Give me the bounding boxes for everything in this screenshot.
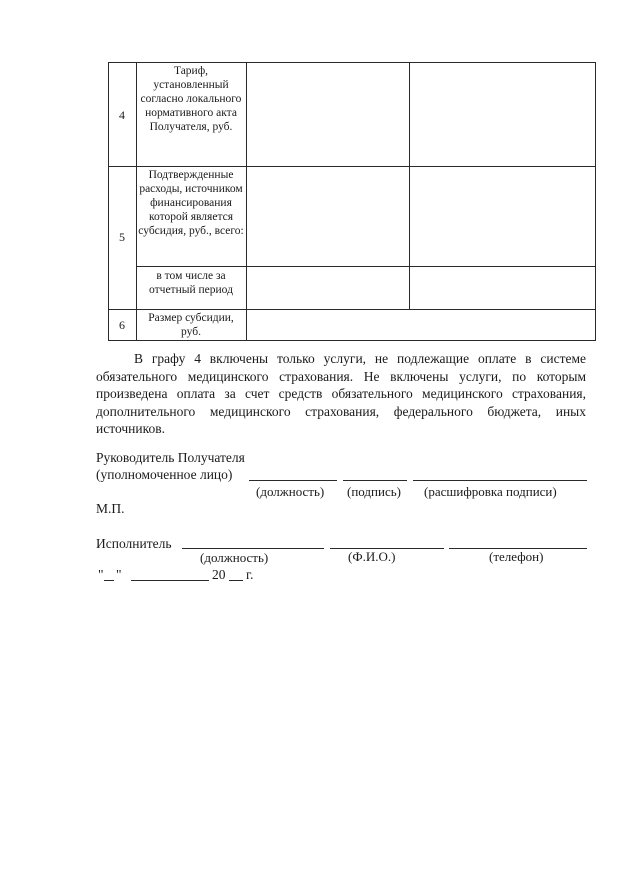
caption-position: (должность) [256,484,325,499]
date-month-field[interactable] [131,580,209,581]
row-6-label: Размер субсидии, руб. [148,312,234,338]
head-authorized: (уполномоченное лицо) [96,467,233,482]
caption-executor-fio: (Ф.И.О.) [348,549,396,564]
executor-position-field[interactable] [182,548,324,549]
date-year-field[interactable] [229,580,243,581]
row-4-label: Тариф, установленный согласно локального нормативного акта Получателя, руб. [140,65,242,133]
caption-executor-phone: (телефон) [489,549,544,564]
row-4-number: 4 [119,108,125,122]
head-position-field[interactable] [249,480,337,481]
date-quote-open: " [98,567,104,582]
date-year-prefix: 20 [212,567,226,582]
row-6-number: 6 [119,318,125,332]
row-5-sublabel: в том числе за отчетный период [149,270,233,296]
row-5-number: 5 [119,230,125,244]
caption-signature: (подпись) [347,484,401,499]
date-day-field[interactable] [104,580,114,581]
caption-decoding: (расшифровка подписи) [424,484,557,499]
note-paragraph: В графу 4 включены только услуги, не подлежащие оплате в системе обязательного медицинского страхования. Не включены услуги, по которым произведена оплата за счет средств обязательного медицинского страхования, дополнительного медицинского страхования, федерального бюджета, иных источников. [96,351,586,436]
head-title: Руководитель Получателя [96,450,245,465]
caption-executor-position: (должность) [200,550,269,565]
stamp-label: М.П. [96,501,125,516]
head-signature-field[interactable] [343,480,407,481]
head-decoding-field[interactable] [413,480,587,481]
date-suffix: г. [246,567,254,582]
executor-label: Исполнитель [96,536,172,551]
date-quote-close: " [116,567,122,582]
row-5-label: Подтвержденные расходы, источником финансирования которой является субсидия, руб., всего: [138,169,244,237]
